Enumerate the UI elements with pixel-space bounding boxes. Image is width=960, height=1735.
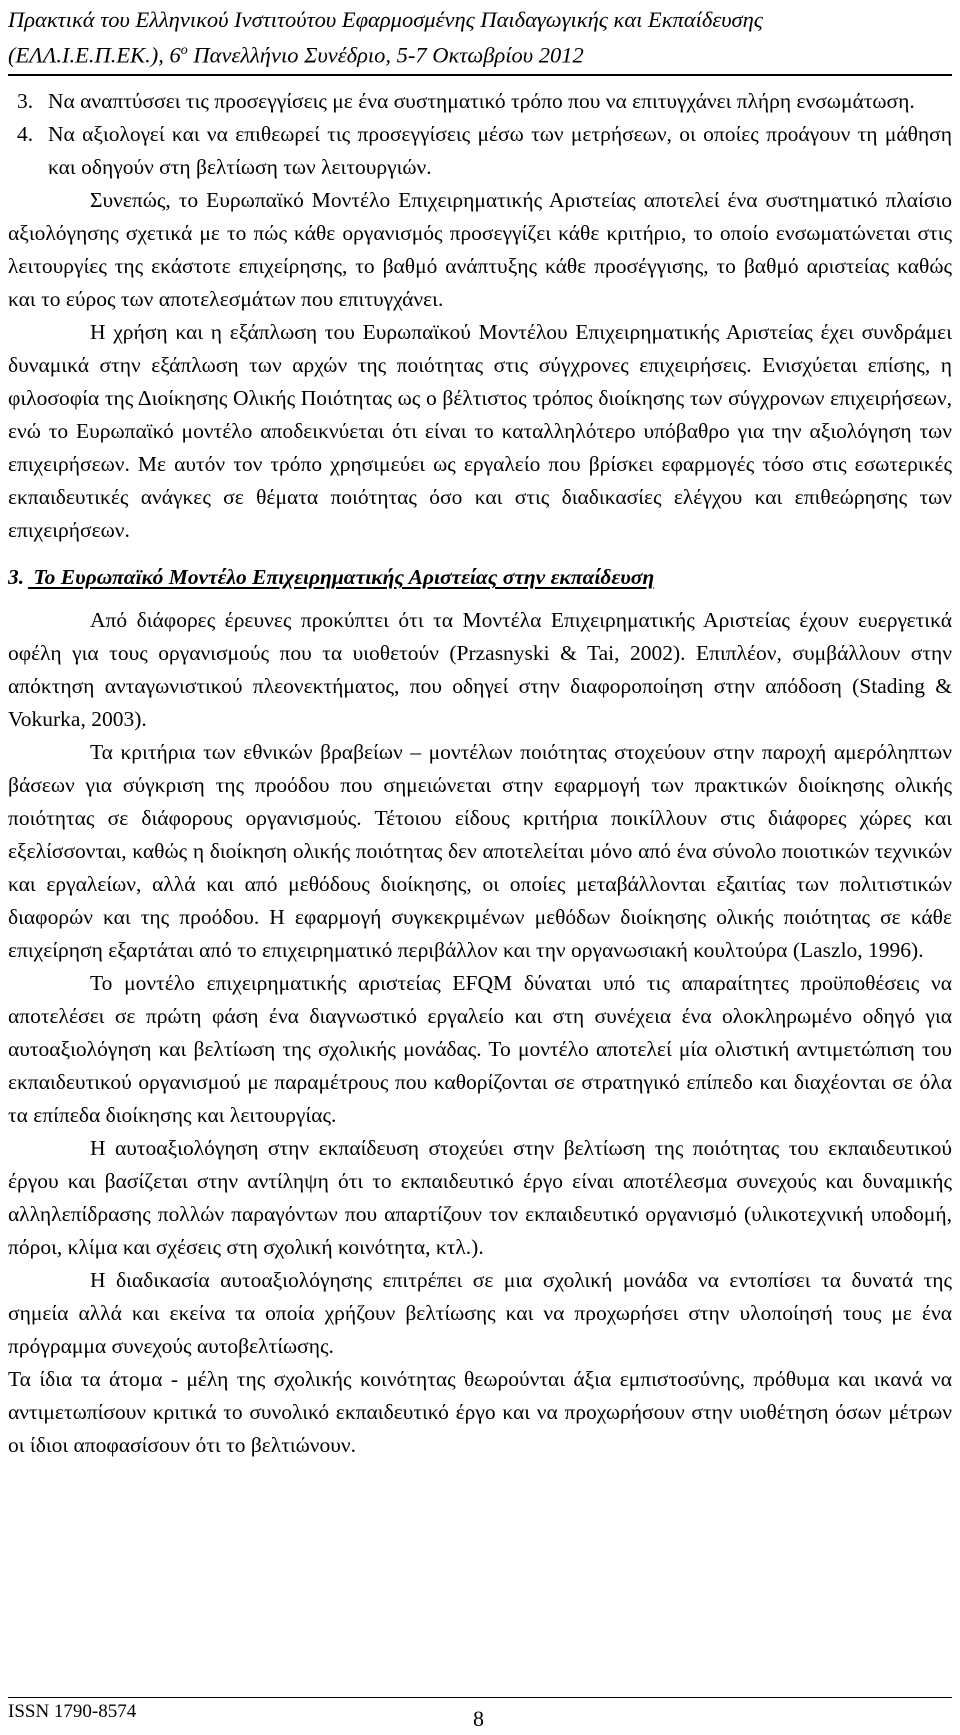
section-title: Το Ευρωπαϊκό Μοντέλο Επιχειρηματικής Αριστείας στην εκπαίδευση — [33, 565, 655, 589]
list-item-number: 4. — [17, 122, 34, 146]
paragraph: Η αυτοαξιολόγηση στην εκπαίδευση στοχεύει στην βελτίωση της ποιότητας του εκπαιδευτικού έργου και βασίζεται στην αντίληψη ότι το εκπαιδευτικό έργο είναι αποτέλεσμα συνεχούς και δυναμικής αλληλεπίδρασης πολλών παραγόντων που απαρτίζουν τον εκπαιδευτικό οργανισμό (υλικοτεχνική υποδομή, πόροι, κλίμα και σχέσεις στη σχολική κοινότητα, κτλ.). — [8, 1136, 952, 1259]
header-line-1: Πρακτικά του Ελληνικού Ινστιτούτου Εφαρμοσμένης Παιδαγωγικής και Εκπαίδευσης — [8, 7, 763, 32]
footer-divider — [8, 1697, 952, 1698]
header-line-2-ordinal: ο — [180, 43, 188, 58]
paragraph: Συνεπώς, το Ευρωπαϊκό Μοντέλο Επιχειρηματικής Αριστείας αποτελεί ένα συστηματικό πλαίσιο αξιολόγησης σχετικά με το πώς κάθε οργανισμός προσεγγίζει κάθε κριτήριο, το οποίο ενσωματώνεται στις λειτουργίες της εκάστοτε επιχείρησης, το βαθμό ανάπτυξης κάθε προσέγγισης, το βαθμό αριστείας καθώς και το εύρος των αποτελεσμάτων που επιτυγχάνει. — [8, 188, 952, 311]
paragraph: Τα κριτήρια των εθνικών βραβείων – μοντέλων ποιότητας στοχεύουν στην παροχή αμερόληπτων βάσεων για σύγκριση της προόδου που σημειώνεται στην εφαρμογή των πρακτικών διοίκησης ολικής ποιότητας σε διάφορους οργανισμούς. Τέτοιου είδους κριτήρια ποικίλλουν στις διάφορες χώρες και εξελίσσονται, καθώς η διοίκηση ολικής ποιότητας δεν αποτελείται μόνο από ένα σύνολο ποιοτικών τεχνικών και εργαλείων, αλλά και από μεθόδους διοίκησης, οι οποίες μεταβάλλονται εξαιτίας των πολιτιστικών διαφορών και της προόδου. Η εφαρμογή συγκεκριμένων μεθόδων διοίκησης ολικής ποιότητας σε κάθε επιχείρηση εξαρτάται από το επιχειρηματικό περιβάλλον και την οργανωσιακή κουλτούρα (Laszlo, 1996). — [8, 740, 952, 962]
paragraph: Το μοντέλο επιχειρηματικής αριστείας EFQM δύναται υπό τις απαραίτητες προϋποθέσεις να αποτελέσει σε πρώτη φάση ένα διαγνωστικό εργαλείο και στη συνέχεια ένα ολοκληρωμένο οδηγό για αυτοαξιολόγηση και βελτίωση της σχολικής μονάδας. Το μοντέλο αποτελεί μία ολιστική αντιμετώπιση του εκπαιδευτικού οργανισμού με παραμέτρους που καθορίζονται σε στρατηγικό επίπεδο και διαχέονται σε όλα τα επίπεδα διοίκησης και λειτουργίας. — [8, 971, 952, 1127]
header-line-2 — [8, 35, 952, 71]
paragraph: Από διάφορες έρευνες προκύπτει ότι τα Μοντέλα Επιχειρηματικής Αριστείας έχουν ευεργετικά οφέλη για τους οργανισμούς που τα υιοθετούν (Przasnyski & Tai, 2002). Επιπλέον, συμβάλλουν στην απόκτηση ανταγωνιστικού πλεονεκτήματος, που οδηγεί στην διαφοροποίηση στην απόδοση (Stading & Vokurka, 2003). — [8, 608, 952, 731]
running-header — [8, 4, 952, 71]
list-item-text: Να αξιολογεί και να επιθεωρεί τις προσεγγίσεις μέσω των μετρήσεων, οι οποίες προάγουν τη μάθηση και οδηγούν στη βελτίωση των λειτουργιών. — [48, 122, 952, 179]
paragraph: Η διαδικασία αυτοαξιολόγησης επιτρέπει σε μια σχολική μονάδα να εντοπίσει τα δυνατά της σημεία αλλά και εκείνα τα οποία χρήζουν βελτίωσης και να προχωρήσει στην υλοποίησή τους με ένα πρόγραμμα συνεχούς αυτοβελτίωσης. — [8, 1268, 952, 1358]
list-item — [8, 118, 952, 184]
paragraph: Η χρήση και η εξάπλωση του Ευρωπαϊκού Μοντέλου Επιχειρηματικής Αριστείας έχει συνδράμει δυναμικά στην εξάπλωση των αρχών της ποιότητας στις σύγχρονες επιχειρήσεις. Ενισχύεται επίσης, η φιλοσοφία της Διοίκησης Ολικής Ποιότητας ως ο βέλτιστος τρόπος διοίκησης των σύγχρονων επιχειρήσεων, ενώ το Ευρωπαϊκό μοντέλο αποδεικνύεται ότι είναι το καταλληλότερο υπόβαθρο για την αξιολόγηση των επιχειρήσεων. Με αυτόν τον τρόπο χρησιμεύει ως εργαλείο που βρίσκει εφαρμογές τόσο στις εσωτερικές εκπαιδευτικές ανάγκες σε θέματα ποιότητας όσο και στις διαδικασίες ελέγχου και επιθεώρησης των επιχειρήσεων. — [8, 320, 952, 542]
header-line-2-end: Πανελλήνιο Συνέδριο, 5-7 Οκτωβρίου 2012 — [187, 42, 584, 68]
issn-label: ISSN 1790-8574 — [8, 1701, 137, 1722]
main-body — [8, 85, 952, 1462]
header-line-2-start: (ΕΛΛ.Ι.Ε.Π.ΕΚ.), 6 — [8, 42, 181, 68]
section-number: 3. — [8, 565, 25, 589]
header-divider — [8, 74, 952, 76]
section-heading — [8, 561, 952, 594]
page-number: 8 — [473, 1706, 484, 1731]
list-item-text: Να αναπτύσσει τις προσεγγίσεις με ένα συστηματικό τρόπο που να επιτυγχάνει πλήρη ενσωμάτωση. — [48, 89, 915, 113]
list-item-number: 3. — [17, 89, 34, 113]
list-item — [8, 85, 952, 118]
paragraph-final: Τα ίδια τα άτομα - μέλη της σχολικής κοινότητας θεωρούνται άξια εμπιστοσύνης, πρόθυμα και ικανά να αντιμετωπίσουν κριτικά το συνολικό εκπαιδευτικό έργο και να προχωρήσουν στην υιοθέτηση όσων μέτρων οι ίδιοι αποφασίσουν ότι το βελτιώνουν. — [8, 1367, 952, 1457]
